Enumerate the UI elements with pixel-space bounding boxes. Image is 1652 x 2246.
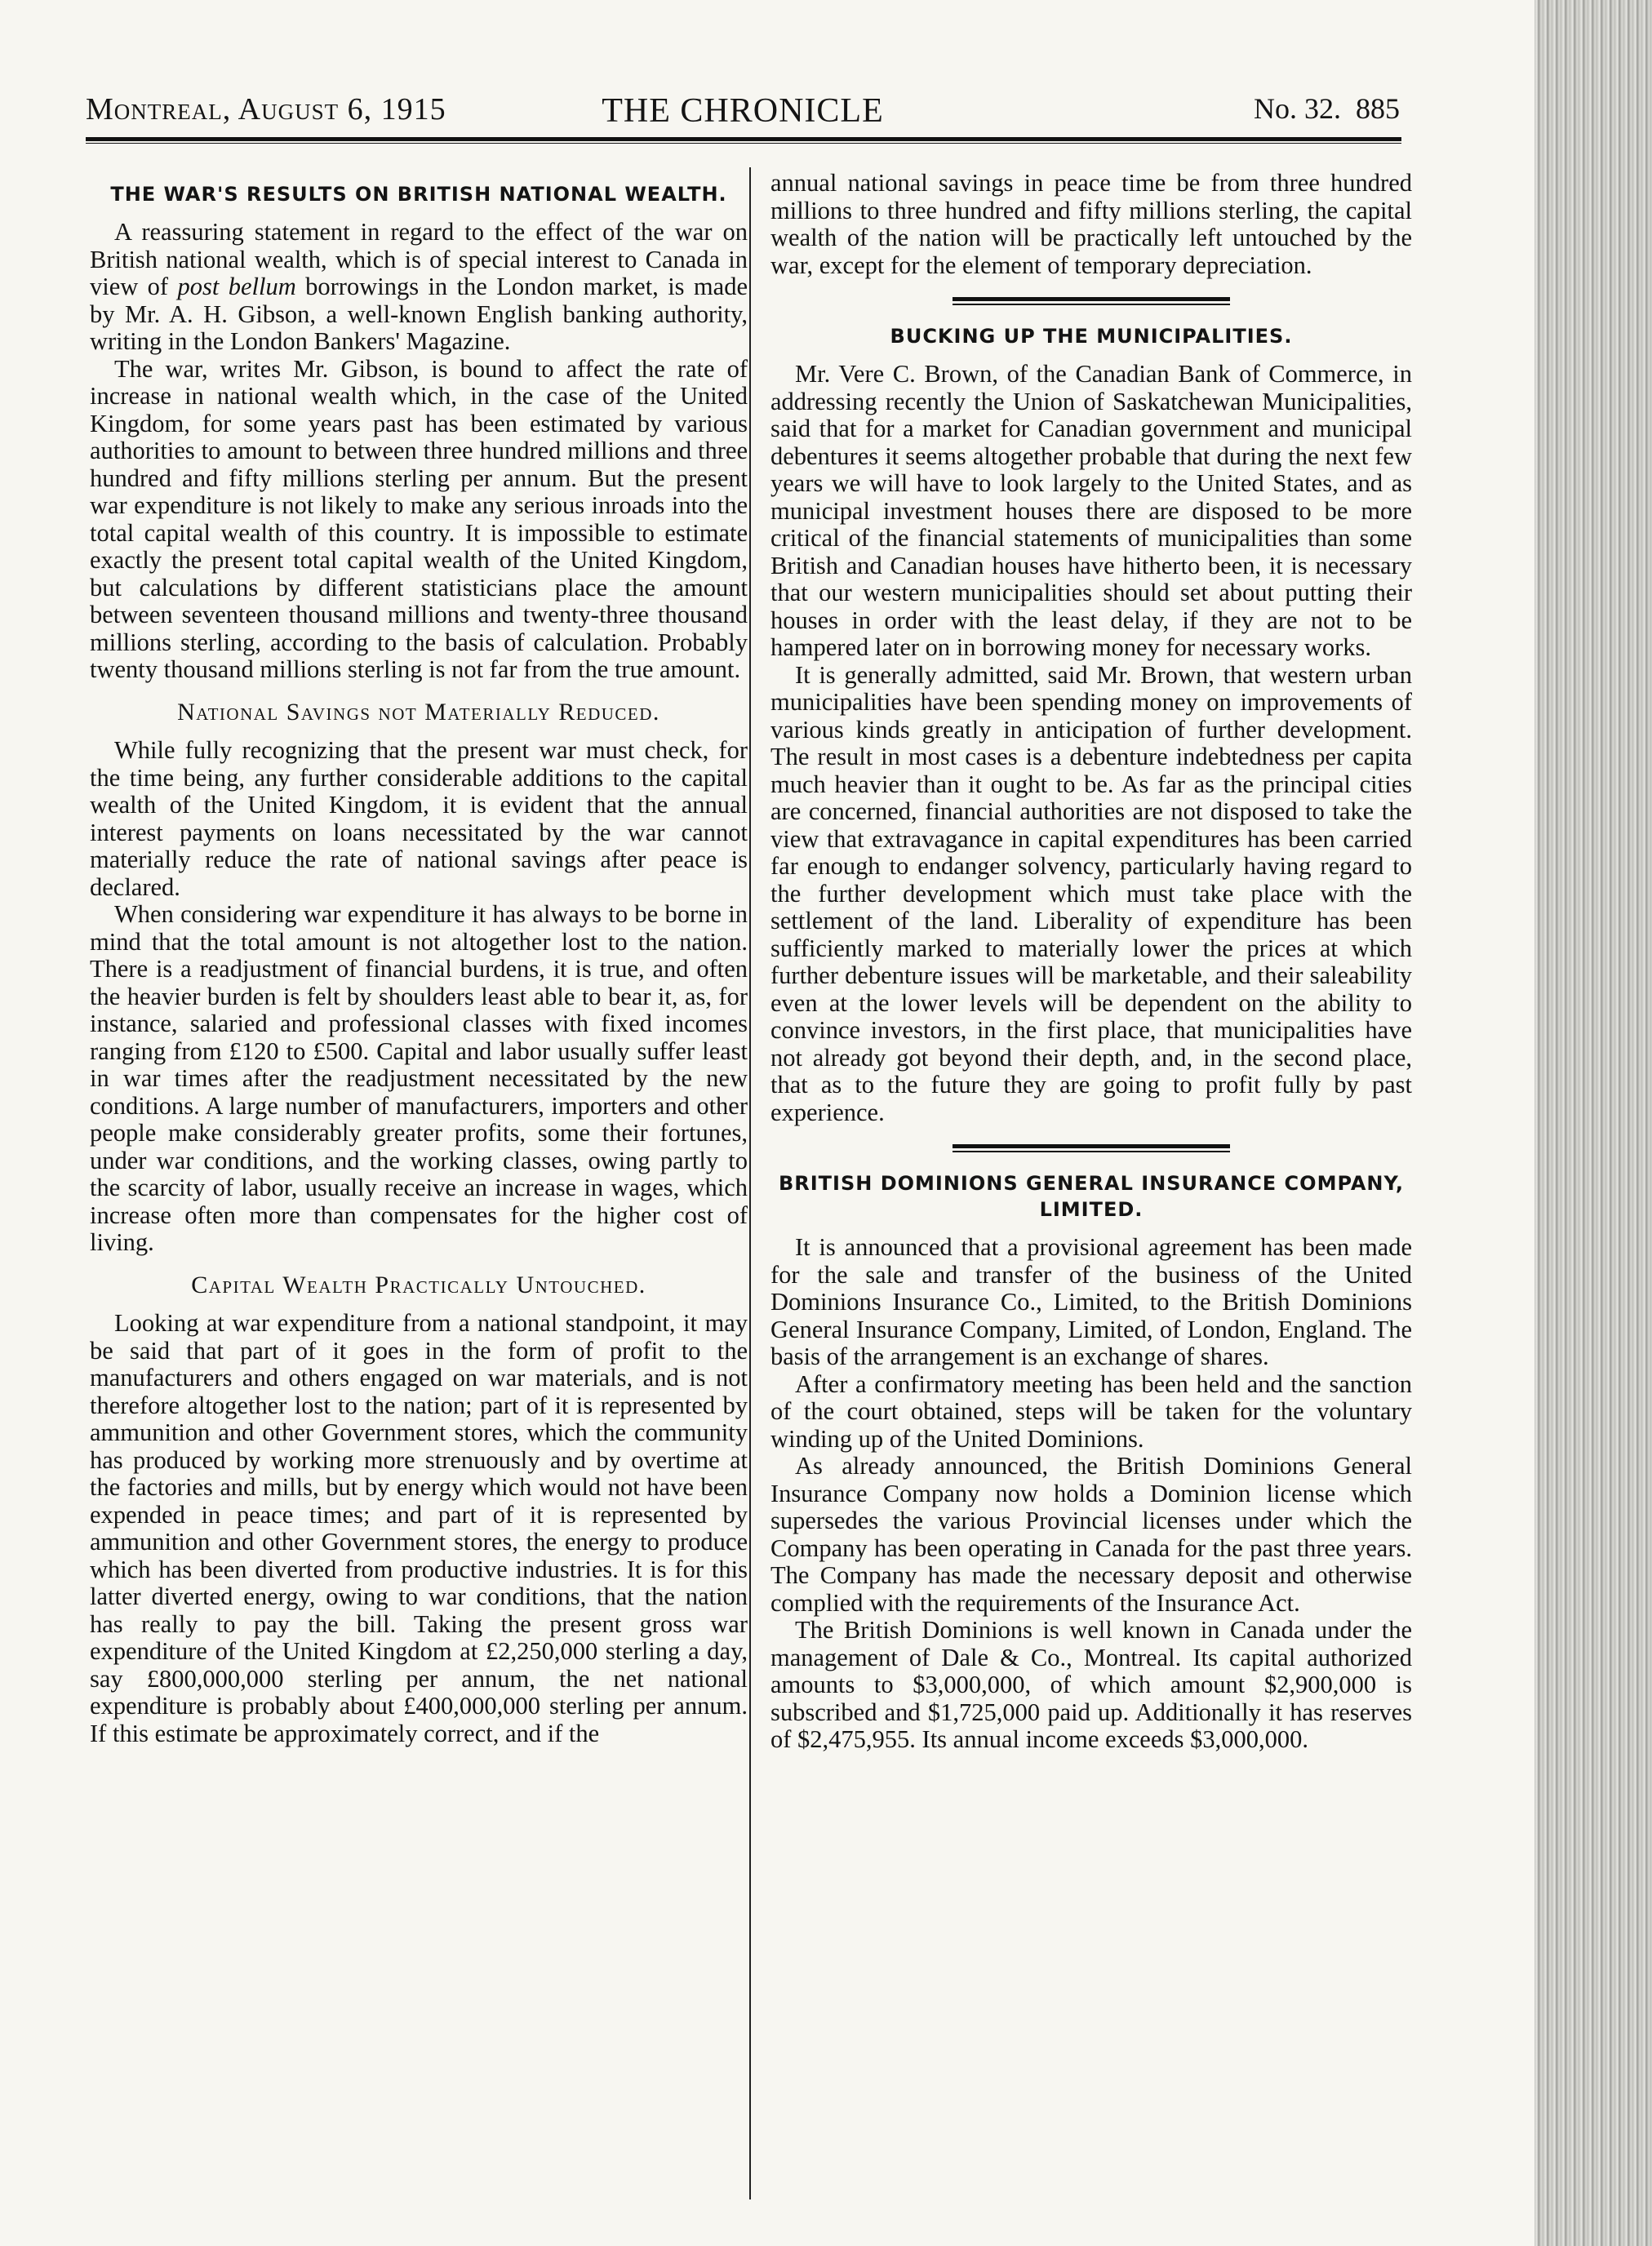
section-divider bbox=[953, 297, 1230, 305]
article-paragraph: Mr. Vere C. Brown, of the Canadian Bank of Commerce, in addressing recently the Union of Saskatchewan Municipalities, said that for a market for Canadian government and municipal debentures it seems altogether probable that during the next few years we will have to look largely to the United States, and as municipal investment houses there are disposed to be more critical of the financial statements of municipalities than some British and Canadian houses have hitherto been, it is necessary that our western municipalities should set about putting their houses in order with the least delay, if they are not to be hampered later on in borrowing money for necessary works. bbox=[770, 360, 1412, 661]
subheading: Capital Wealth Practically Untouched. bbox=[191, 1271, 646, 1298]
article-paragraph: It is generally admitted, said Mr. Brown, that western urban municipalities have been spending money on improvements of various kinds greatly in anticipation of further development. The result in most cases is a debenture indebtedness per capita much heavier than it ought to be. As far as the principal cities are concerned, financial authorities are not disposed to take the view that extravagance in capital expenditures has been carried far enough to endanger solvency, particularly having regard to the further development which must take place with the settlement of the land. Liberality of expenditure has been sufficiently marked to materially lower the prices at which further debenture issues will be marketable, and their saleability even at the lower levels will be dependent on the ability to convince investors, in the first place, that municipalities have not already got beyond their depth, and, in the second place, that as to the future they are going to profit fully by past experience. bbox=[770, 660, 1412, 1126]
latin-phrase: post bellum bbox=[177, 273, 296, 300]
section-divider bbox=[953, 1144, 1230, 1152]
issue-number: No. 32. bbox=[1254, 92, 1341, 125]
header-rule bbox=[86, 137, 1401, 144]
article-paragraph: While fully recognizing that the present war must check, for the time being, any further considerable additions to the capital wealth of the United Kingdom, it is evident that the annual interest payments on loans necessitated by the war cannot materially reduce the rate of national savings after peace is declared. bbox=[90, 736, 748, 901]
issue-and-page bbox=[1254, 91, 1400, 126]
article-title: BRITISH DOMINIONS GENERAL INSURANCE COMPANY, LIMITED. bbox=[778, 1172, 1405, 1221]
article-paragraph: After a confirmatory meeting has been held and the sanction of the court obtained, steps will be taken for the voluntary winding up of the United Dominions. bbox=[770, 1369, 1412, 1453]
article-paragraph: Looking at war expenditure from a national standpoint, it may be said that part of it goes in the form of profit to the manufacturers and others engaged on war materials, and is not therefore altogether lost to the nation; part of it is represented by ammunition and other Government stores, which the community has produced by working more strenuously and by overtime at the factories and mills, but by energy which would not have been expended in peace times; and part of it is represented by ammunition and other Government stores, the energy to produce which has been diverted from productive industries. It is for this latter diverted energy, owing to war conditions, that the nation has really to pay the bill. Taking the present gross war expenditure of the United Kingdom at £2,250,000 sterling a day, say £800,000,000 sterling per annum, the net national expenditure is probably about £400,000,000 sterling per annum. If this estimate be approximately correct, and if the bbox=[90, 1309, 748, 1747]
dateline: Montreal, August 6, 1915 bbox=[86, 92, 446, 127]
page-header bbox=[86, 91, 1400, 140]
masthead: THE CHRONICLE bbox=[602, 92, 884, 130]
left-column bbox=[90, 170, 748, 2226]
article-paragraph: The British Dominions is well known in Canada under the management of Dale & Co., Montreal. Its capital authorized amounts to $3,000,000, of which amount $2,900,000 is subscribed and $1,725,000 paid up. Additionally it has reserves of $2,475,955. Its annual income exceeds $3,000,000. bbox=[770, 1616, 1412, 1753]
article-paragraph: When considering war expenditure it has always to be borne in mind that the total amount is not altogether lost to the nation. There is a readjustment of financial burdens, it is true, and often the heavier burden is felt by shoulders least able to bear it, as, for instance, salaried and professional classes with fixed incomes ranging from £120 to £500. Capital and labor usually suffer least in war times after the readjustment necessitated by the new conditions. A large number of manufacturers, importers and other people make considerably greater profits, some their fortunes, under war conditions, and the working classes, owing partly to the scarcity of labor, usually receive an increase in wages, which increase often more than compensates for the higher cost of living. bbox=[90, 900, 748, 1256]
book-page-edges bbox=[1534, 0, 1652, 2246]
page-number: 885 bbox=[1356, 92, 1400, 125]
subheading: National Savings not Materially Reduced. bbox=[177, 698, 660, 726]
article-paragraph-continued: annual national savings in peace time be from three hundred millions to three hundred and fifty millions sterling, the capital wealth of the nation will be practically left untouched by the war, except for the element of temporary depreciation. bbox=[770, 170, 1412, 279]
article-paragraph: As already announced, the British Dominions General Insurance Company now holds a Dominion license which supersedes the various Provincial licenses under which the Company has been operating in Canada for the past three years. The Company has made the necessary deposit and otherwise complied with the requirements of the Insurance Act. bbox=[770, 1452, 1412, 1617]
right-column bbox=[770, 170, 1412, 2226]
article-title: BUCKING UP THE MUNICIPALITIES. bbox=[890, 325, 1293, 348]
article-paragraph: It is announced that a provisional agreement has been made for the sale and transfer of the business of the United Dominions Insurance Co., Limited, to the British Dominions General Insurance Company, Limited, of London, England. The basis of the arrangement is an exchange of shares. bbox=[770, 1233, 1412, 1370]
article-title: THE WAR'S RESULTS ON BRITISH NATIONAL WEALTH. bbox=[110, 183, 727, 206]
article-paragraph: The war, writes Mr. Gibson, is bound to affect the rate of increase in national wealth which, in the case of the United Kingdom, for some years past has been estimated by various authorities to amount to between three hundred millions and three hundred and fifty millions sterling per annum. But the present war expenditure is not likely to make any serious inroads into the total capital wealth of this country. It is impossible to estimate exactly the present total capital wealth of the United Kingdom, but calculations by different statisticians place the amount between seventeen thousand millions and twenty-three thousand millions sterling, according to the basis of calculation. Probably twenty thousand millions sterling is not far from the true amount. bbox=[90, 354, 748, 683]
article-paragraph: A reassuring statement in regard to the effect of the war on British national wealth, which is of special interest to Canada in view of post bellum borrowings in the London market, is made by Mr. A. H. Gibson, a well-known English banking authority, writing in the London Bankers' Magazine. bbox=[90, 218, 748, 355]
column-rule bbox=[749, 167, 751, 2199]
